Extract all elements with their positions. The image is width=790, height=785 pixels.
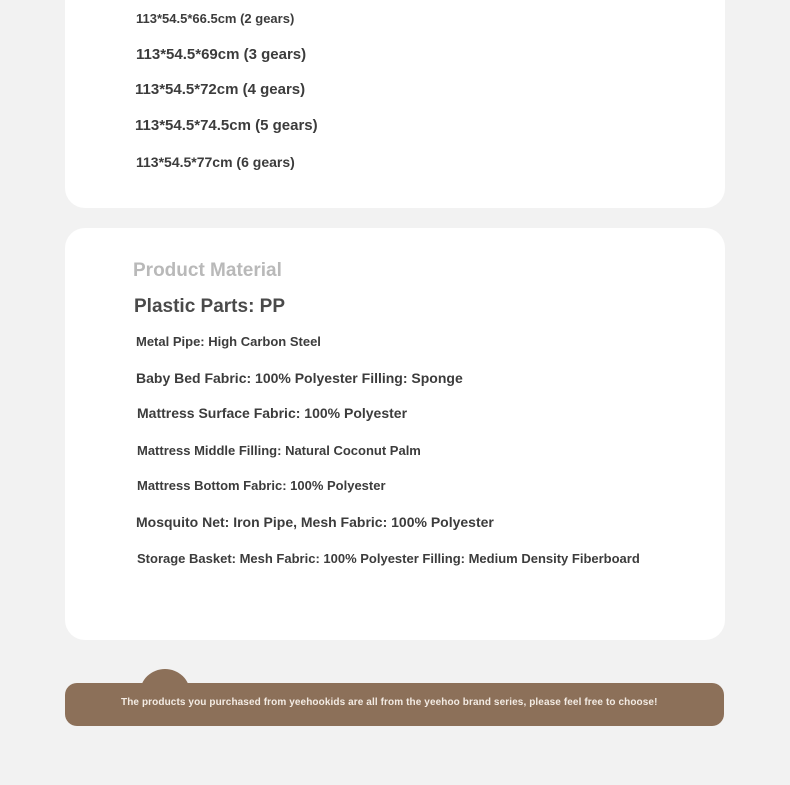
material-line: Metal Pipe: High Carbon Steel	[136, 334, 321, 349]
section-title: Product Material	[133, 260, 282, 281]
material-card	[65, 228, 725, 640]
brand-banner	[65, 683, 724, 726]
size-line: 113*54.5*77cm (6 gears)	[136, 154, 295, 170]
material-line: Mattress Surface Fabric: 100% Polyester	[137, 405, 408, 421]
material-line: Mosquito Net: Iron Pipe, Mesh Fabric: 100% Polyester	[136, 514, 494, 530]
size-line: 113*54.5*74.5cm (5 gears)	[135, 117, 318, 134]
size-line: 113*54.5*66.5cm (2 gears)	[136, 11, 295, 26]
material-line: Mattress Middle Filling: Natural Coconut Palm	[137, 443, 421, 458]
banner-text: The products you purchased from yeehookids are all from the yeehoo brand series, please feel free to choose!	[121, 697, 658, 708]
size-line: 113*54.5*69cm (3 gears)	[136, 46, 307, 63]
material-line: Baby Bed Fabric: 100% Polyester Filling: Sponge	[136, 370, 463, 386]
material-line: Mattress Bottom Fabric: 100% Polyester	[137, 478, 386, 493]
material-headline: Plastic Parts: PP	[134, 296, 286, 317]
size-line: 113*54.5*72cm (4 gears)	[135, 81, 306, 98]
size-spec-card	[65, 0, 725, 208]
material-line: Storage Basket: Mesh Fabric: 100% Polyester Filling: Medium Density Fiberboard	[137, 551, 640, 566]
